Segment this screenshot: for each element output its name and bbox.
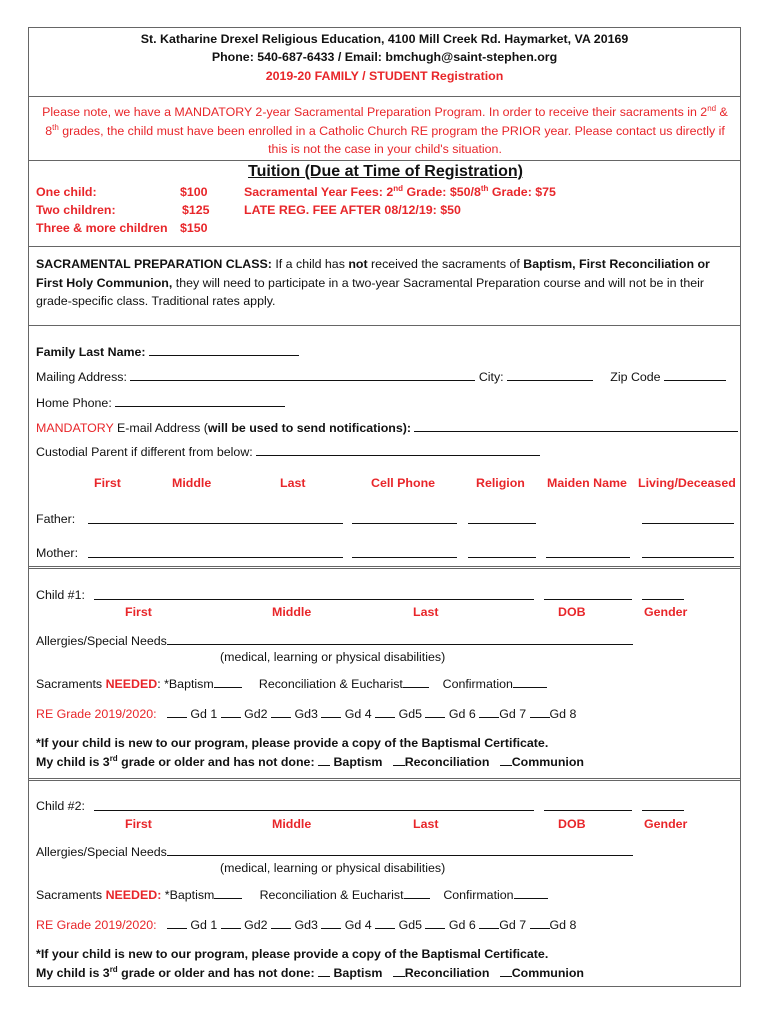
- reconciliation-blank[interactable]: [403, 676, 429, 688]
- mother-religion-field[interactable]: [468, 546, 536, 558]
- rate-amount: $100: [180, 185, 208, 199]
- confirmation-blank[interactable]: [514, 887, 548, 899]
- email-row: MANDATORY E-mail Address (will be used to send notifications):: [36, 420, 738, 435]
- col-first: First: [125, 817, 152, 831]
- grade-blank[interactable]: [425, 706, 445, 718]
- rate-label: One child:: [36, 185, 97, 199]
- grade-blank[interactable]: [221, 917, 241, 929]
- late-fee: LATE REG. FEE AFTER 08/12/19: $50: [244, 203, 461, 217]
- re-grade-row: RE Grade 2019/2020: Gd 1 Gd2 Gd3 Gd 4 Gd5 Gd 6 Gd 7 Gd 8: [36, 918, 577, 932]
- allergies-row: Allergies/Special Needs: [36, 633, 633, 648]
- family-last-name-field[interactable]: [149, 344, 299, 356]
- child-label: Child #1:: [36, 588, 85, 602]
- col-gender: Gender: [644, 817, 688, 831]
- custodial-parent-row: Custodial Parent if different from below:: [36, 444, 540, 459]
- grade-blank[interactable]: [375, 917, 395, 929]
- col-middle: Middle: [272, 605, 312, 619]
- father-status-field[interactable]: [642, 512, 734, 524]
- city-field[interactable]: [507, 369, 593, 381]
- grade-blank[interactable]: [321, 706, 341, 718]
- father-label: Father:: [36, 512, 76, 526]
- baptism-not-done-blank[interactable]: [318, 965, 330, 977]
- custodial-parent-field[interactable]: [256, 444, 540, 456]
- grade-blank[interactable]: [221, 706, 241, 718]
- grade-blank[interactable]: [479, 706, 499, 718]
- child-dob-field[interactable]: [544, 588, 632, 600]
- grade-blank[interactable]: [425, 917, 445, 929]
- baptismal-certificate-note: *If your child is new to our program, please provide a copy of the Baptismal Certificate.: [36, 736, 549, 750]
- sacramental-prep-paragraph: SACRAMENTAL PREPARATION CLASS: If a child has not received the sacraments of Baptism, First Reconciliation or First Holy Communion, they will need to participate in a two-year Sacramental Preparation course and will not be in their grade-specific class. Traditional rates apply.: [36, 257, 710, 308]
- sacraments-needed-row: Sacraments NEEDED: *Baptism Reconciliation & Eucharist Confirmation: [36, 887, 548, 902]
- allergies-row: Allergies/Special Needs: [36, 844, 633, 859]
- reconciliation-not-done-blank[interactable]: [393, 754, 405, 766]
- grade-blank[interactable]: [479, 917, 499, 929]
- mother-label: Mother:: [36, 546, 79, 560]
- col-living-deceased: Living/Deceased: [638, 476, 736, 490]
- baptism-not-done-blank[interactable]: [318, 754, 330, 766]
- col-cell-phone: Cell Phone: [371, 476, 436, 490]
- re-grade-row: RE Grade 2019/2020: Gd 1 Gd2 Gd3 Gd 4 Gd5 Gd 6 Gd 7 Gd 8: [36, 707, 577, 721]
- grade-blank[interactable]: [375, 706, 395, 718]
- col-middle: Middle: [172, 476, 212, 490]
- col-dob: DOB: [558, 605, 586, 619]
- divider: [28, 325, 741, 326]
- allergies-field[interactable]: [167, 633, 633, 645]
- home-phone-row: Home Phone:: [36, 395, 285, 410]
- col-religion: Religion: [476, 476, 525, 490]
- mailing-address-row: Mailing Address: City: Zip Code: [36, 369, 726, 384]
- confirmation-blank[interactable]: [513, 676, 547, 688]
- baptism-blank[interactable]: [214, 887, 242, 899]
- reconciliation-blank[interactable]: [404, 887, 430, 899]
- rate-label: Three & more children: [36, 221, 168, 235]
- divider: [28, 566, 741, 569]
- baptismal-certificate-note: *If your child is new to our program, please provide a copy of the Baptismal Certificate.: [36, 947, 549, 961]
- grade-blank[interactable]: [530, 706, 550, 718]
- header-address: St. Katharine Drexel Religious Education, 4100 Mill Creek Rd. Haymarket, VA 20169: [140, 32, 629, 46]
- father-name-field[interactable]: [88, 512, 343, 524]
- grade-blank[interactable]: [167, 706, 187, 718]
- allergies-note: (medical, learning or physical disabilities): [220, 650, 446, 664]
- col-dob: DOB: [558, 817, 586, 831]
- grade-blank[interactable]: [530, 917, 550, 929]
- allergies-field[interactable]: [167, 844, 633, 856]
- sacraments-needed-row: Sacraments NEEDED: *Baptism Reconciliation & Eucharist Confirmation: [36, 676, 547, 691]
- mailing-address-field[interactable]: [130, 369, 475, 381]
- grade-blank[interactable]: [321, 917, 341, 929]
- col-first: First: [94, 476, 121, 490]
- home-phone-field[interactable]: [115, 395, 285, 407]
- email-field[interactable]: [414, 420, 738, 432]
- col-middle: Middle: [272, 817, 312, 831]
- child-gender-field[interactable]: [642, 799, 684, 811]
- tuition-title: Tuition (Due at Time of Registration): [248, 163, 523, 180]
- grade-blank[interactable]: [271, 706, 291, 718]
- mother-name-field[interactable]: [88, 546, 343, 558]
- mandatory-notice: Please note, we have a MANDATORY 2-year Sacramental Preparation Program. In order to receive their sacraments in 2nd & 8th grades, the child must have been enrolled in a Catholic Church RE program the PRIOR year. Please contact us directly if this is not the case in your child's situation.: [42, 103, 728, 156]
- communion-not-done-blank[interactable]: [500, 965, 512, 977]
- mother-cell-field[interactable]: [352, 546, 457, 558]
- header-registration-title: 2019-20 FAMILY / STUDENT Registration: [265, 69, 504, 83]
- father-cell-field[interactable]: [352, 512, 457, 524]
- col-gender: Gender: [644, 605, 688, 619]
- rate-amount: $125: [182, 203, 210, 217]
- father-religion-field[interactable]: [468, 512, 536, 524]
- divider: [28, 246, 741, 247]
- col-last: Last: [413, 817, 439, 831]
- reconciliation-not-done-blank[interactable]: [393, 965, 405, 977]
- child-dob-field[interactable]: [544, 799, 632, 811]
- grade-blank[interactable]: [271, 917, 291, 929]
- not-done-row: My child is 3rd grade or older and has not done: Baptism Reconciliation Communion: [36, 964, 584, 980]
- col-last: Last: [280, 476, 306, 490]
- col-first: First: [125, 605, 152, 619]
- child-name-field[interactable]: [94, 799, 534, 811]
- communion-not-done-blank[interactable]: [500, 754, 512, 766]
- child-label: Child #2:: [36, 799, 85, 813]
- child-name-field[interactable]: [94, 588, 534, 600]
- child-gender-field[interactable]: [642, 588, 684, 600]
- divider: [28, 96, 741, 97]
- allergies-note: (medical, learning or physical disabilities): [220, 861, 446, 875]
- col-last: Last: [413, 605, 439, 619]
- divider: [28, 160, 741, 161]
- mother-maiden-field[interactable]: [546, 546, 630, 558]
- col-maiden-name: Maiden Name: [547, 476, 627, 490]
- rate-amount: $150: [180, 221, 208, 235]
- family-last-name-row: Family Last Name:: [36, 344, 299, 359]
- grade-blank[interactable]: [167, 917, 187, 929]
- header-contact: Phone: 540-687-6433 / Email: bmchugh@saint-stephen.org: [211, 50, 558, 64]
- zip-code-field[interactable]: [664, 369, 726, 381]
- sacramental-fees: Sacramental Year Fees: 2nd Grade: $50/8th Grade: $75: [244, 183, 556, 199]
- mother-status-field[interactable]: [642, 546, 734, 558]
- not-done-row: My child is 3rd grade or older and has not done: Baptism Reconciliation Communion: [36, 753, 584, 769]
- divider: [28, 778, 741, 781]
- rate-label: Two children:: [36, 203, 116, 217]
- baptism-blank[interactable]: [214, 676, 242, 688]
